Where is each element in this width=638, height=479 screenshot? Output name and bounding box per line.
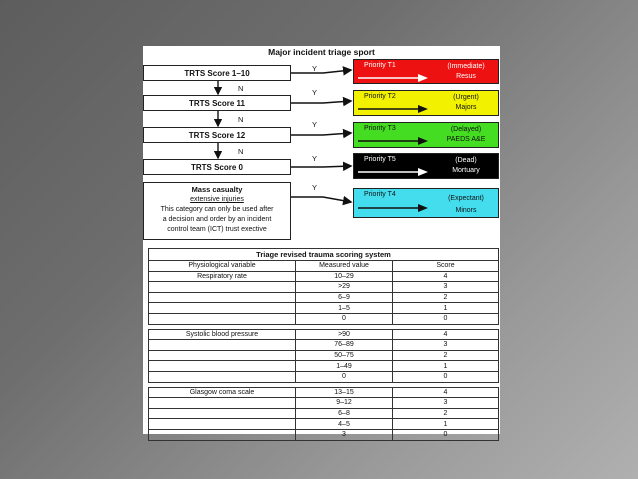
variable-cell — [149, 303, 296, 314]
variable-cell — [149, 398, 296, 409]
yes-arrow-4 — [291, 166, 351, 167]
score-cell: 3 — [393, 398, 499, 409]
variable-cell — [149, 371, 296, 382]
arrow-icon — [358, 203, 430, 213]
table-caption: Triage revised trauma scoring system — [149, 249, 499, 261]
table-row — [149, 350, 499, 361]
table-body — [149, 271, 499, 440]
table-row — [149, 361, 499, 372]
no-label-1: N — [238, 84, 244, 93]
arrow-icon — [358, 73, 430, 83]
priority-t3-category: (Delayed) PAEDS A&E — [446, 126, 486, 143]
table-row — [149, 429, 499, 440]
score-cell: 0 — [393, 313, 499, 324]
priority-t1-category: (Immediate) Resus — [447, 63, 485, 80]
score-cell: 2 — [393, 408, 499, 419]
variable-cell — [149, 361, 296, 372]
measured-cell: 13–15 — [296, 387, 393, 398]
yes-arrow-2 — [291, 101, 351, 103]
arrow-icon — [358, 104, 430, 114]
score-cell: 0 — [393, 371, 499, 382]
score-cell: 4 — [393, 271, 499, 282]
variable-cell — [149, 292, 296, 303]
yes-arrow-5 — [291, 197, 351, 202]
priority-t3-box — [353, 122, 499, 148]
score-cell: 1 — [393, 303, 499, 314]
no-label-3: N — [238, 147, 244, 156]
variable-cell — [149, 429, 296, 440]
arrow-icon — [358, 167, 430, 177]
trts-table — [148, 248, 499, 441]
measured-cell: 50–75 — [296, 350, 393, 361]
yes-label-1: Y — [312, 64, 318, 73]
measured-cell: 6–9 — [296, 292, 393, 303]
score-cell: 1 — [393, 419, 499, 430]
measured-cell: 6–8 — [296, 408, 393, 419]
measured-cell: >90 — [296, 329, 393, 340]
variable-cell — [149, 408, 296, 419]
score-cell: 0 — [393, 429, 499, 440]
measured-cell: 0 — [296, 371, 393, 382]
trts-box-12: TRTS Score 12 — [143, 127, 291, 143]
mass-line-2: a decision and order by an incident — [162, 216, 272, 223]
no-label-2: N — [238, 115, 244, 124]
mass-title: Mass casualty — [191, 185, 243, 194]
score-cell: 2 — [393, 350, 499, 361]
measured-cell: 1–49 — [296, 361, 393, 372]
variable-cell — [149, 282, 296, 293]
score-cell: 2 — [393, 292, 499, 303]
yes-arrow-3 — [291, 133, 351, 135]
variable-cell — [149, 350, 296, 361]
trts-box-11: TRTS Score 11 — [143, 95, 291, 111]
table-row — [149, 398, 499, 409]
variable-cell — [149, 419, 296, 430]
priority-t4-name: Priority T4 — [364, 191, 396, 198]
measured-cell: 76–89 — [296, 340, 393, 351]
measured-cell: 10–29 — [296, 271, 393, 282]
mass-line-1: This category can only be used after — [160, 206, 274, 213]
measured-cell: 0 — [296, 313, 393, 324]
variable-cell: Systolic blood pressure — [149, 329, 296, 340]
priority-t5-box — [353, 153, 499, 179]
yes-label-2: Y — [312, 88, 318, 97]
triage-sheet — [143, 46, 500, 439]
table-row — [149, 271, 499, 282]
score-cell: 4 — [393, 329, 499, 340]
arrow-icon — [358, 136, 430, 146]
trts-box-1-10: TRTS Score 1–10 — [143, 65, 291, 81]
header-score: Score — [393, 261, 499, 272]
table-row — [149, 419, 499, 430]
table-row — [149, 313, 499, 324]
mass-line-3: control team (ICT) trust exective — [167, 226, 267, 233]
variable-cell: Respiratory rate — [149, 271, 296, 282]
mass-subtitle: extensive injuries — [190, 196, 244, 203]
priority-t2-box — [353, 90, 499, 116]
mass-casualty-box — [143, 182, 291, 240]
priority-t5-name: Priority T5 — [364, 156, 396, 163]
score-cell: 1 — [393, 361, 499, 372]
score-cell: 3 — [393, 340, 499, 351]
priority-t2-category: (Urgent) Majors — [453, 94, 479, 111]
measured-cell: 9–12 — [296, 398, 393, 409]
header-measured: Measured value — [296, 261, 393, 272]
yes-label-4: Y — [312, 154, 318, 163]
trts-box-0: TRTS Score 0 — [143, 159, 291, 175]
measured-cell: 4–5 — [296, 419, 393, 430]
variable-cell: Glasgow coma scale — [149, 387, 296, 398]
table-row — [149, 340, 499, 351]
table-row — [149, 282, 499, 293]
score-cell: 4 — [393, 387, 499, 398]
table-row — [149, 292, 499, 303]
yes-arrow-1 — [291, 70, 351, 73]
sheet-title: Major incident triage sport — [268, 47, 375, 57]
measured-cell: 3 — [296, 429, 393, 440]
variable-cell — [149, 340, 296, 351]
priority-t4-category: (Expectant) Minors — [448, 195, 484, 214]
measured-cell: 1–5 — [296, 303, 393, 314]
priority-t3-name: Priority T3 — [364, 125, 396, 132]
priority-t2-name: Priority T2 — [364, 93, 396, 100]
priority-t1-box — [353, 59, 499, 84]
yes-label-5: Y — [312, 183, 318, 192]
table-row — [149, 329, 499, 340]
variable-cell — [149, 313, 296, 324]
score-cell: 3 — [393, 282, 499, 293]
priority-t4-box — [353, 188, 499, 218]
table-row — [149, 408, 499, 419]
measured-cell: >29 — [296, 282, 393, 293]
table-row — [149, 303, 499, 314]
priority-t1-name: Priority T1 — [364, 62, 396, 69]
table-row — [149, 387, 499, 398]
priority-t5-category: (Dead) Mortuary — [452, 157, 480, 174]
table-row — [149, 371, 499, 382]
header-variable: Physiological variable — [149, 261, 296, 272]
yes-label-3: Y — [312, 120, 318, 129]
